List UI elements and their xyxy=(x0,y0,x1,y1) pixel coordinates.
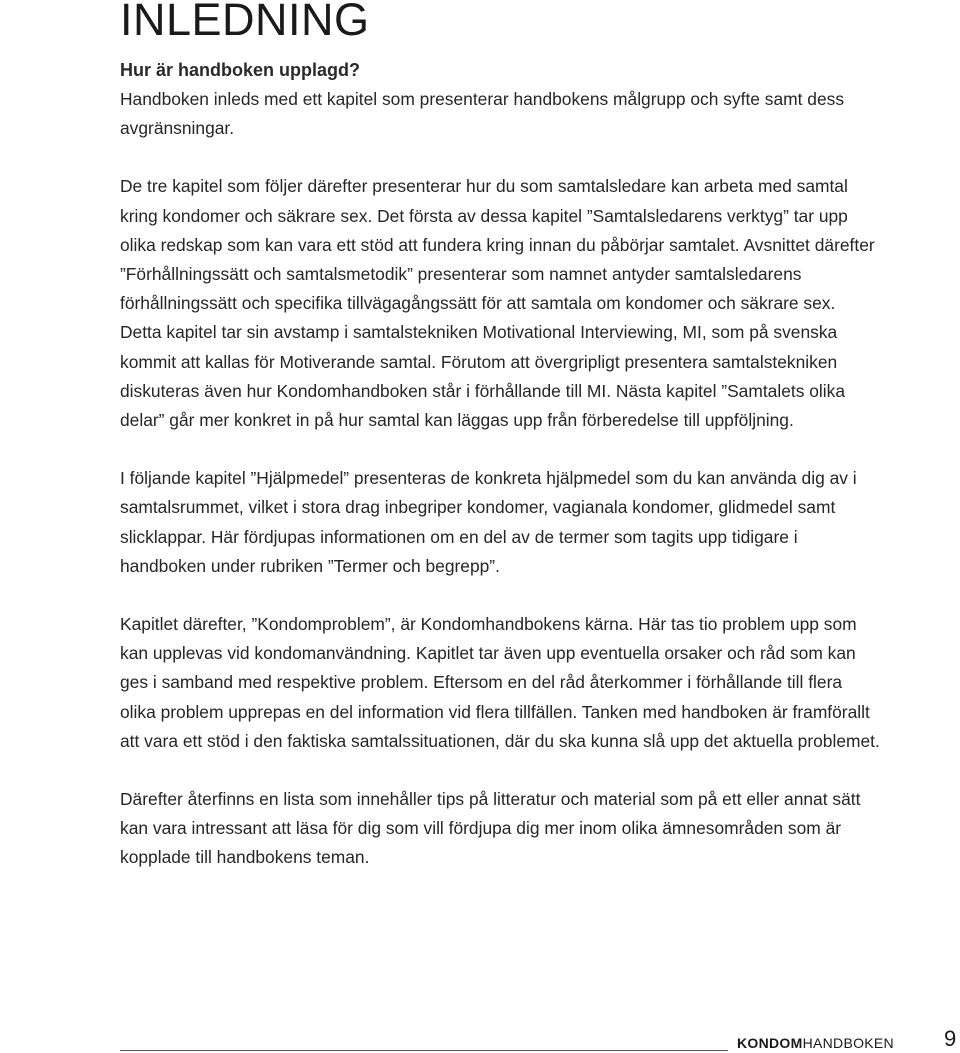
paragraph-intro: Handboken inleds med ett kapitel som presenterar handbokens målgrupp och syfte samt dess avgränsningar. xyxy=(120,89,845,139)
paragraph-condom-problems: Kapitlet därefter, ”Kondomproblem”, är Kondomhandbokens kärna. Här tas tio problem upp som kan upplevas vid kondomanvändning. Kapitlet tar även upp eventuella orsaker och råd som kan ges i samband med respektive problem. Eftersom en del råd återkommer i förhållande till flera olika problem upprepas en del information vid flera tillfällen. Tanken med handboken är framförallt att vara ett stöd i den faktiska samtalssituationen, där du ska kunna slå upp det aktuella problemet. xyxy=(120,614,880,751)
paragraph-aids: I följande kapitel ”Hjälpmedel” presenteras de konkreta hjälpmedel som du kan använda dig av i samtalsrummet, vilket i stora drag inbegriper kondomer, vagianala kondomer, glidmedel samt slicklappar. Här fördjupas informationen om en del av de termer som tagits upp tidigare i handboken under rubriken ”Termer och begrepp”. xyxy=(120,468,857,576)
section-heading: Hur är handboken upplagd? xyxy=(120,60,361,80)
footer-brand-bold: KONDOM xyxy=(737,1035,803,1051)
paragraph-resources: Därefter återfinns en lista som innehåller tips på litteratur och material som på ett eller annat sätt kan vara intressant att läsa för dig som vill fördjupa dig mer inom olika ämnesområden som är kopplade till handbokens teman. xyxy=(120,789,861,868)
footer-divider xyxy=(120,1050,728,1051)
page-number: 9 xyxy=(944,1026,957,1051)
page-title: INLEDNING xyxy=(120,0,370,45)
footer-brand-regular: HANDBOKEN xyxy=(802,1035,894,1051)
footer-brand xyxy=(737,1035,894,1051)
paragraph-chapters-overview: De tre kapitel som följer därefter presenterar hur du som samtalsledare kan arbeta med samtal kring kondomer och säkrare sex. Det första av dessa kapitel ”Samtalsledarens verktyg” tar upp olika redskap som kan vara ett stöd att fundera kring innan du påbörjar samtalet. Avsnittet därefter ”Förhållningssätt och samtalsmetodik” presenterar som namnet antyder samtalsledarens förhållningssätt och specifika tillvägagångssätt för att samtala om kondomer och säkrare sex. Detta kapitel tar sin avstamp i samtalstekniken Motivational Interviewing, MI, som på svenska kommit att kallas för Motiverande samtal. Förutom att övergripligt presentera samtalstekniken diskuteras även hur Kondomhandboken står i förhållande till MI. Nästa kapitel ”Samtalets olika delar” går mer konkret in på hur samtal kan läggas upp från förberedelse till uppföljning. xyxy=(120,176,875,431)
main-content xyxy=(120,56,880,902)
